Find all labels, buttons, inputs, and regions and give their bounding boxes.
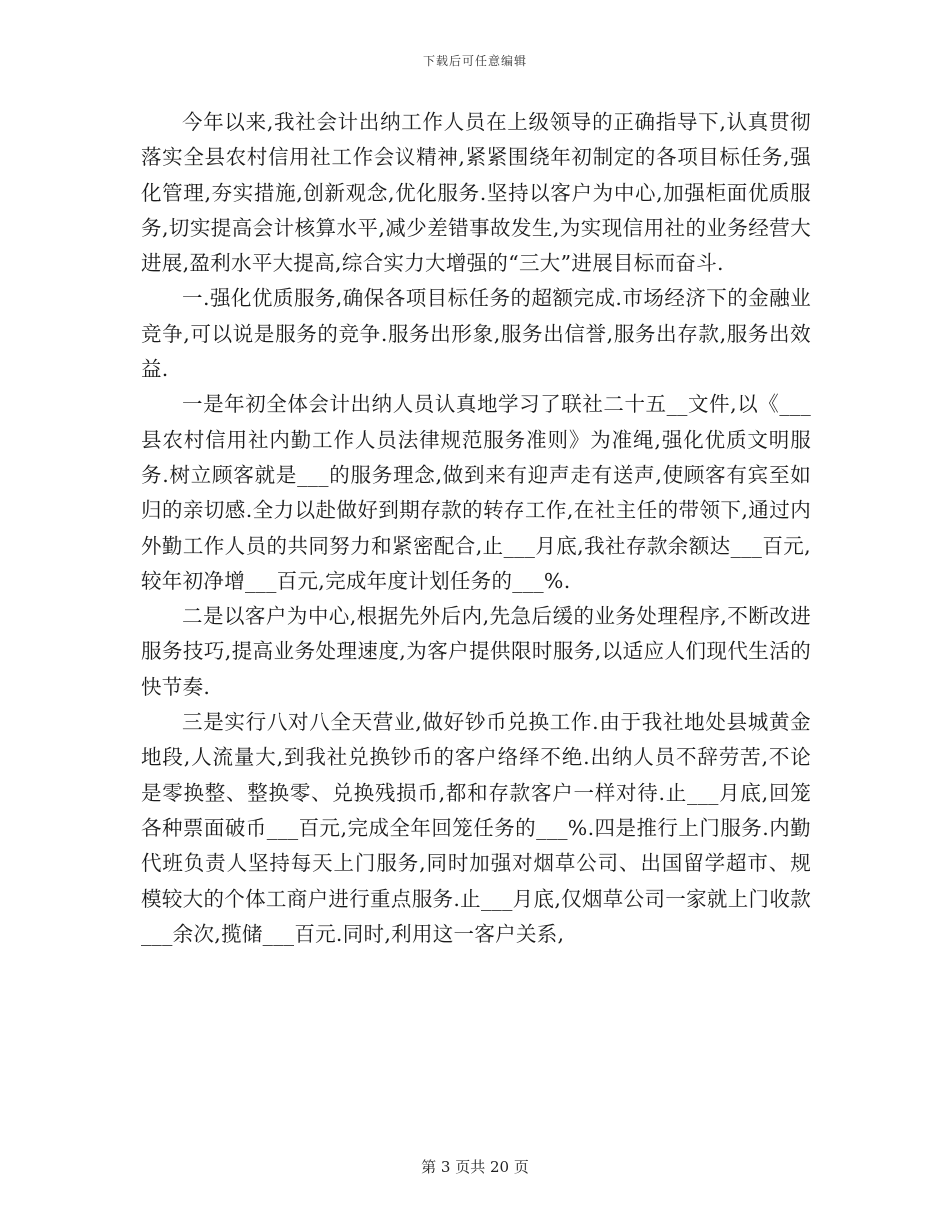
document-body [141,105,811,952]
page-header-note: 下载后可任意编辑 [422,54,527,68]
page-number: 第 3 页共 20 页 [421,1158,529,1176]
paragraph-intro: 今年以来,我社会计出纳工作人员在上级领导的正确指导下,认真贯彻落实全县农村信用社工作会议精神,紧紧围绕年初制定的各项目标任务,强化管理,夯实措施,创新观念,优化服务.坚持以客户为中心,加强柜面优质服务,切实提高会计核算水平,减少差错事故发生,为实现信用社的业务经营大进展,盈利水平大提高,综合实力大增强的“三大”进展目标而奋斗. [141,110,811,276]
paragraph-point-two: 二是以客户为中心,根据先外后内,先急后缓的业务处理程序,不断改进服务技巧,提高业务处理速度,为客户提供限时服务,以适应人们现代生活的快节奏. [141,604,811,699]
paragraph-point-three: 三是实行八对八全天营业,做好钞币兑换工作.由于我社地处县城黄金地段,人流量大,到我社兑换钞币的客户络绎不绝.出纳人员不辞劳苦,不论是零换整、整换零、兑换残损币,都和存款客户一样对待.止___月底,回笼各种票面破币___百元,完成全年回笼任务的___%.四是推行上门服务.内勤代班负责人坚持每天上门服务,同时加强对烟草公司、出国留学超市、规模较大的个体工商户进行重点服务.止___月底,仅烟草公司一家就上门收款___余次,揽储___百元.同时,利用这一客户关系, [141,710,811,946]
paragraph-point-one: 一是年初全体会计出纳人员认真地学习了联社二十五__文件,以《___县农村信用社内勤工作人员法律规范服务准则》为准绳,强化优质文明服务.树立顾客就是___的服务理念,做到来有迎声走有送声,使顾客有宾至如归的亲切感.全力以赴做好到期存款的转存工作,在社主任的带领下,通过内外勤工作人员的共同努力和紧密配合,止___月底,我社存款余额达___百元,较年初净增___百元,完成年度计划任务的___%. [141,392,811,593]
paragraph-section-one: 一.强化优质服务,确保各项目标任务的超额完成.市场经济下的金融业竞争,可以说是服务的竞争.服务出形象,服务出信誉,服务出存款,服务出效益. [141,286,811,382]
